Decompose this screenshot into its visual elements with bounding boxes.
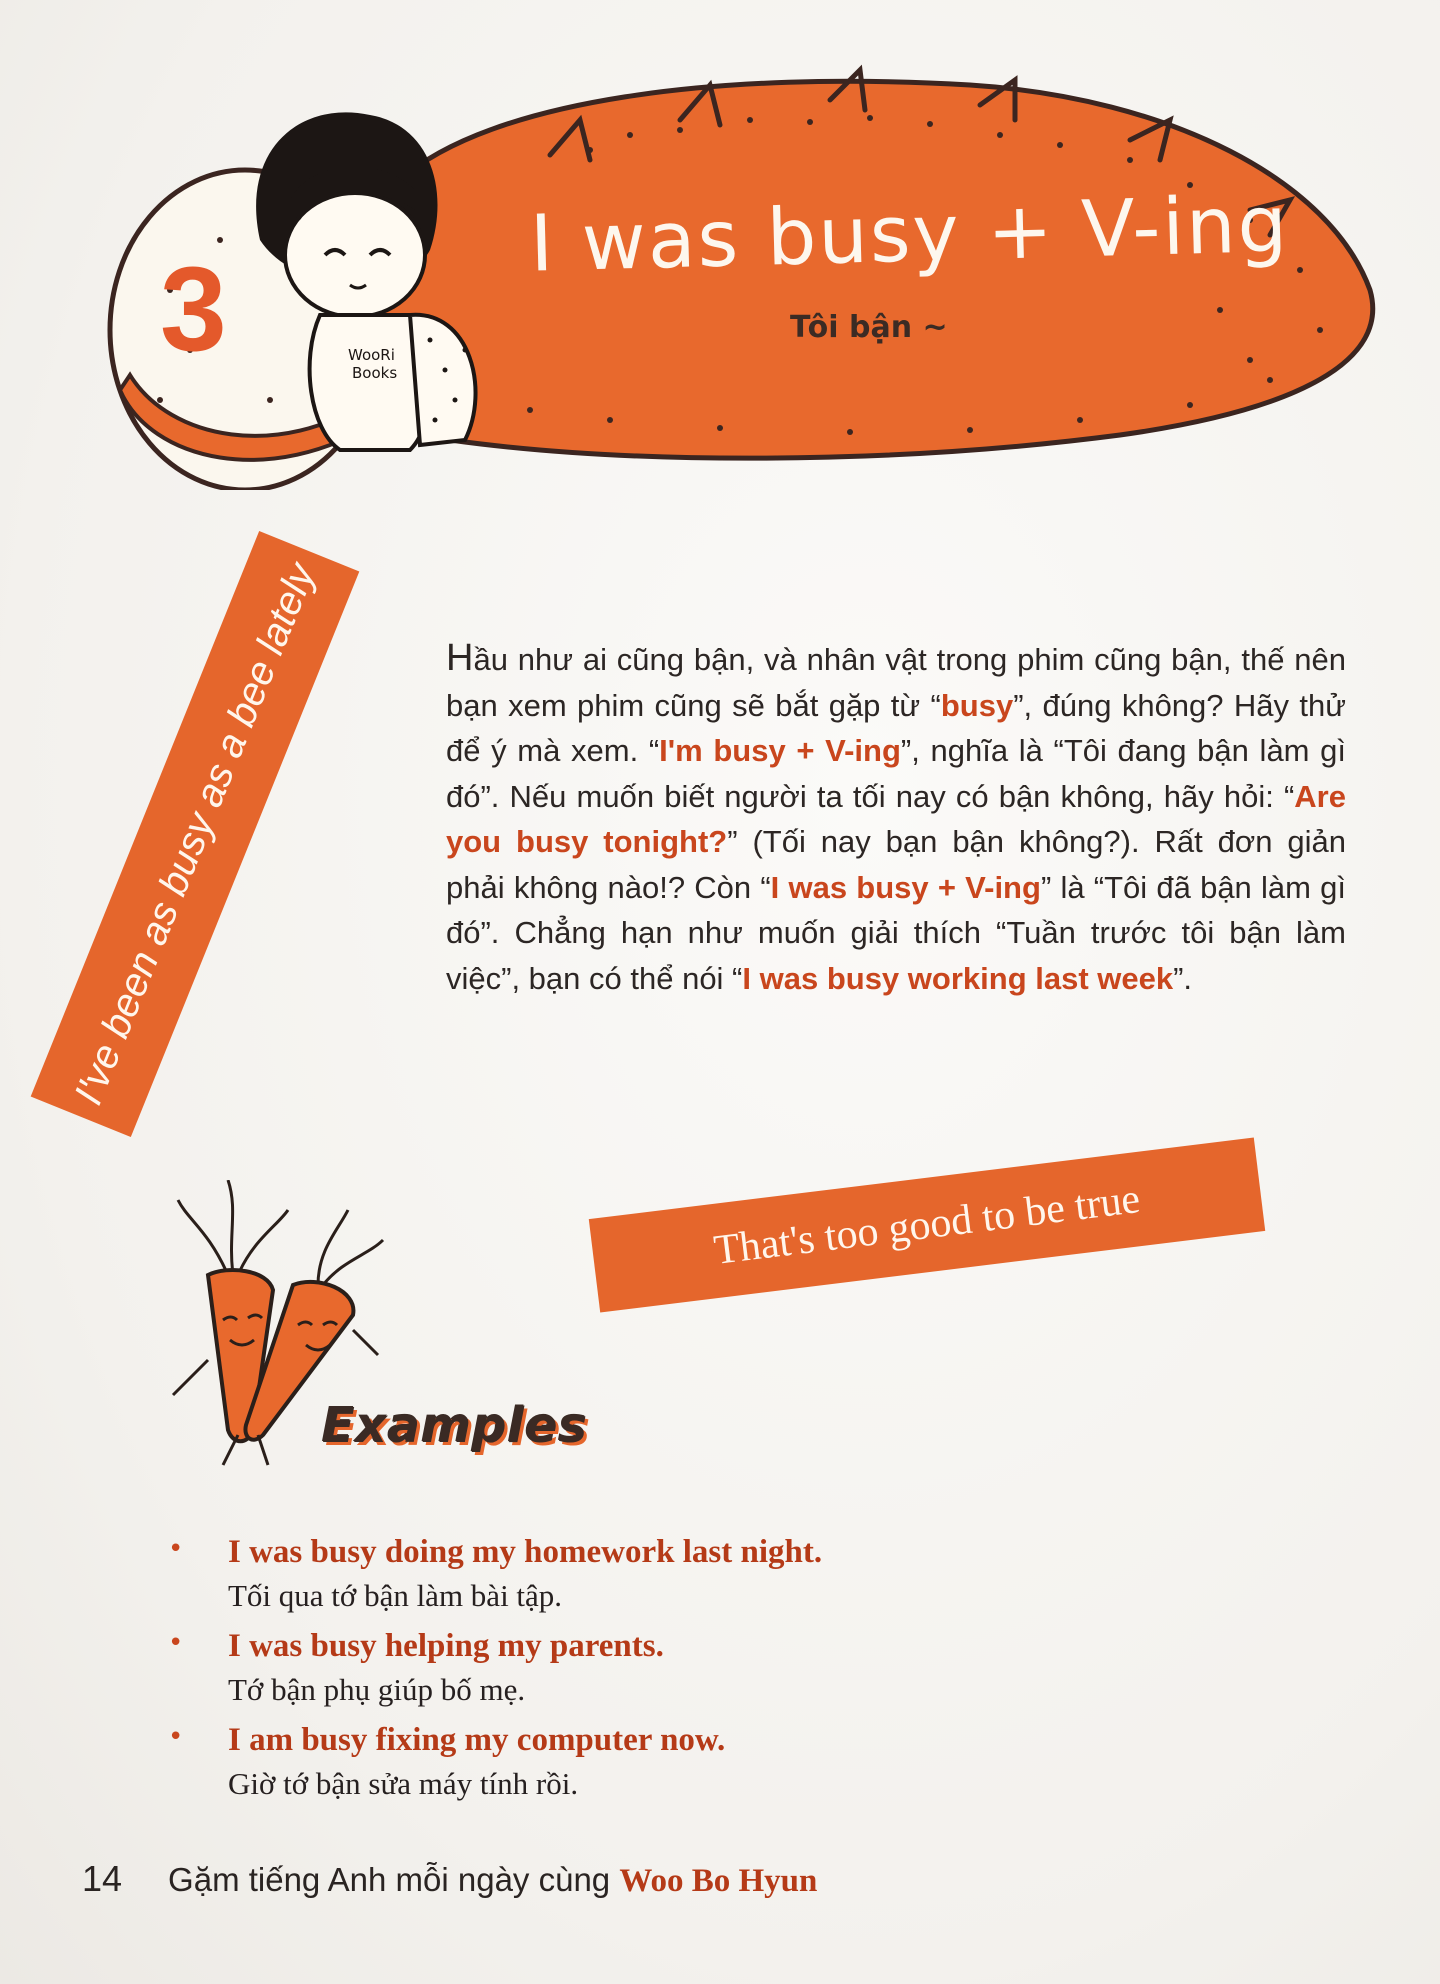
example-english: I am busy fixing my computer now. <box>228 1722 726 1758</box>
bullet-icon: • <box>168 1628 184 1658</box>
vertical-ribbon-text: I've been as busy as a bee lately <box>65 557 324 1111</box>
examples-list <box>168 1530 1268 1812</box>
intro-text-1: ầu như ai cũng bận, và nhân vật trong phim cũng bận, thế nên bạn xem phim cũng sẽ bắt gặp từ “ <box>446 642 1346 723</box>
intro-highlight-1: busy <box>940 687 1014 723</box>
intro-paragraph <box>446 636 1346 1001</box>
page-number: 14 <box>82 1858 123 1899</box>
example-item <box>168 1718 1268 1806</box>
shirt-text-line1: WooRi <box>348 346 395 364</box>
intro-text-6: ”. <box>1173 960 1193 996</box>
intro-text-4: ” (Tối nay bạn bận không?). Rất đơn giản phải không nào!? Còn “ <box>446 824 1347 905</box>
bullet-icon: • <box>168 1534 184 1564</box>
book-title: Gặm tiếng Anh mỗi ngày cùng <box>168 1861 620 1898</box>
drop-cap: H <box>446 637 474 679</box>
intro-text-3: ”, nghĩa là “Tôi đang bận làm gì đó”. Nếu muốn biết người ta tối nay có bận không, hãy hỏi: “ <box>446 733 1347 814</box>
intro-highlight-2: I'm busy + V-ing <box>659 733 901 768</box>
intro-highlight-5: I was busy working last week <box>742 960 1174 996</box>
lesson-subtitle: Tôi bận ~ <box>790 310 948 345</box>
horizontal-ribbon-text: That's too good to be true <box>711 1176 1143 1274</box>
example-vietnamese: Giờ tớ bận sửa máy tính rồi. <box>228 1766 579 1801</box>
lesson-number: 3 <box>160 242 227 376</box>
shirt-text-line2: Books <box>352 364 398 382</box>
intro-text-2: ”, đúng không? Hãy thử để ý mà xem. “ <box>446 687 1346 768</box>
example-vietnamese: Tối qua tớ bận làm bài tập. <box>228 1578 563 1613</box>
example-english: I was busy doing my homework last night. <box>228 1534 823 1570</box>
page-footer <box>82 1858 817 1900</box>
author-name: Woo Bo Hyun <box>619 1863 818 1899</box>
intro-highlight-3: Are you busy tonight? <box>446 778 1346 859</box>
example-english: I was busy helping my parents. <box>228 1628 664 1664</box>
intro-highlight-4: I was busy + V-ing <box>770 869 1041 905</box>
example-item <box>168 1530 1268 1618</box>
examples-heading: Examples <box>322 1398 589 1454</box>
example-item <box>168 1624 1268 1712</box>
bullet-icon: • <box>168 1722 184 1752</box>
intro-text-5: ” là “Tôi đã bận làm gì đó”. Chẳng hạn như muốn giải thích “Tuần trước tôi bận làm việc”, bạn có thể nói “ <box>446 869 1347 996</box>
lesson-title: I was busy + V-ing <box>528 179 1291 290</box>
example-vietnamese: Tớ bận phụ giúp bố mẹ. <box>228 1672 526 1707</box>
